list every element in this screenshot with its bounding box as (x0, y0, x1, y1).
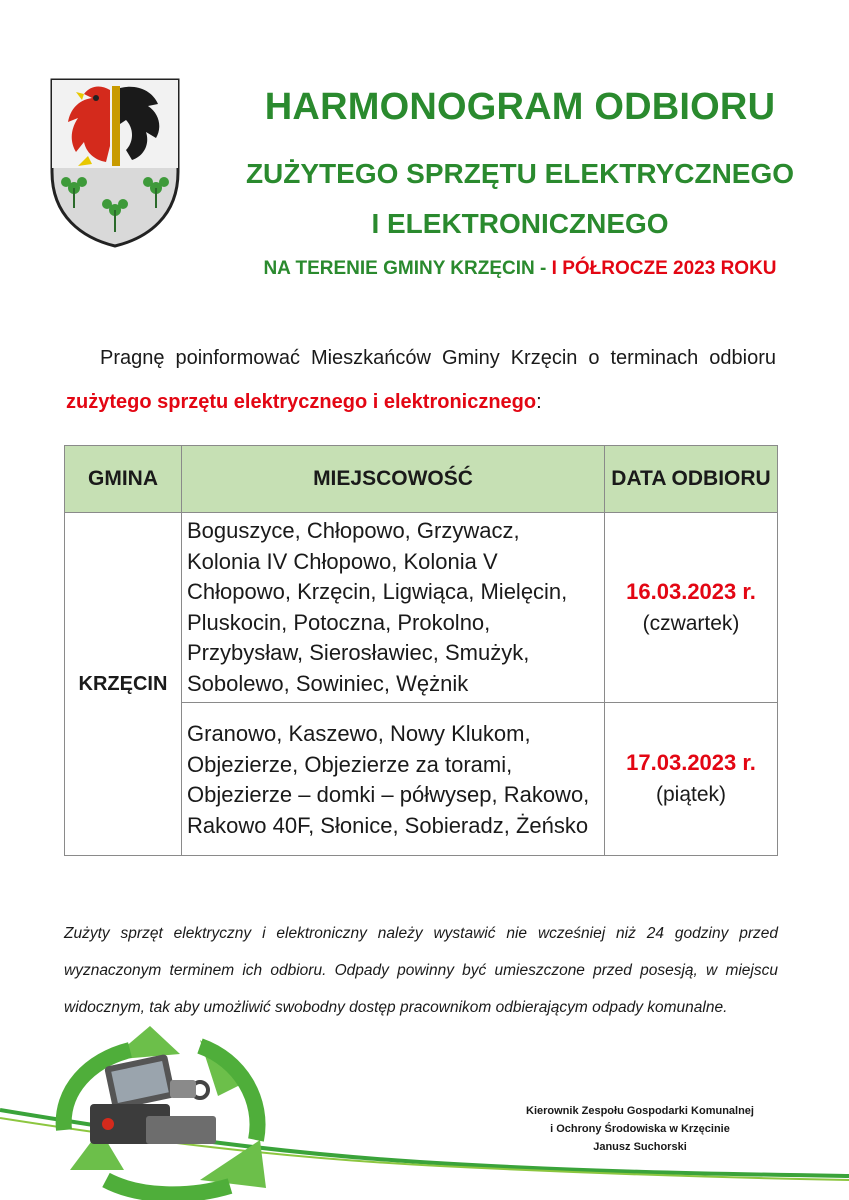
table-header-row (65, 446, 778, 513)
table-row (65, 513, 778, 703)
intro-highlight: zużytego sprzętu elektrycznego i elektronicznego (66, 391, 537, 413)
title-line-2: ZUŻYTEGO SPRZĘTU ELEKTRYCZNEGO (245, 158, 795, 189)
collection-weekday: (piątek) (655, 783, 727, 806)
subtitle-period: I PÓŁROCZE 2023 ROKU (551, 258, 777, 279)
places-cell: Granowo, Kaszewo, Nowy Klukom, Objezierze, Objezierze za torami, Objezierze – domki – półwysep, Rakowo, Rakowo 40F, Słonice, Sobieradz, Żeńsko (182, 703, 605, 856)
coat-of-arms-icon (48, 76, 182, 250)
page-title: HARMONOGRAM ODBIORU (264, 86, 776, 128)
notice-text: Zużyty sprzęt elektryczny i elektroniczny należy wystawić nie wcześniej niż 24 godziny przed wyznaczonym terminem ich odbioru. Odpady powinny być umieszczone przed posesją, w miejscu widocznym, tak aby umożliwić swobodny dostęp pracownikom odbierającym odpady komunalne. (64, 925, 778, 1016)
signature-block (480, 1102, 800, 1156)
signature-name: Janusz Suchorski (593, 1141, 687, 1153)
collection-weekday: (czwartek) (642, 611, 740, 635)
places-cell: Boguszyce, Chłopowo, Grzywacz, Kolonia IV Chłopowo, Kolonia V Chłopowo, Krzęcin, Ligwiąca, Mielęcin, Pluskocin, Potoczna, Prokolno, Przybysław, Sierosławiec, Smużyk, Sobolewo, Sowiniec, Wężnik (182, 513, 605, 703)
recycling-electronics-icon (50, 1020, 286, 1200)
intro-text: Pragnę poinformować Mieszkańców Gminy Krzęcin o terminach odbioru (100, 347, 776, 369)
header-data-odbioru: DATA ODBIORU (605, 446, 778, 513)
date-cell (605, 513, 778, 703)
header-miejscowosc: MIEJSCOWOŚĆ (182, 446, 605, 513)
signature-department: i Ochrony Środowiska w Krzęcinie (550, 1123, 730, 1135)
intro-paragraph (66, 336, 776, 424)
schedule-table (64, 445, 778, 856)
date-cell (605, 703, 778, 856)
subtitle-area: NA TERENIE GMINY KRZĘCIN - (263, 258, 552, 279)
gmina-cell: KRZĘCIN (65, 513, 182, 856)
collection-date: 17.03.2023 r. (626, 750, 756, 775)
header-gmina: GMINA (65, 446, 182, 513)
subtitle (200, 258, 840, 280)
intro-end: : (536, 391, 542, 413)
title-line-3: I ELEKTRONICZNEGO (371, 208, 669, 239)
collection-date: 16.03.2023 r. (626, 578, 756, 604)
signature-title: Kierownik Zespołu Gospodarki Komunalnej (526, 1105, 754, 1117)
